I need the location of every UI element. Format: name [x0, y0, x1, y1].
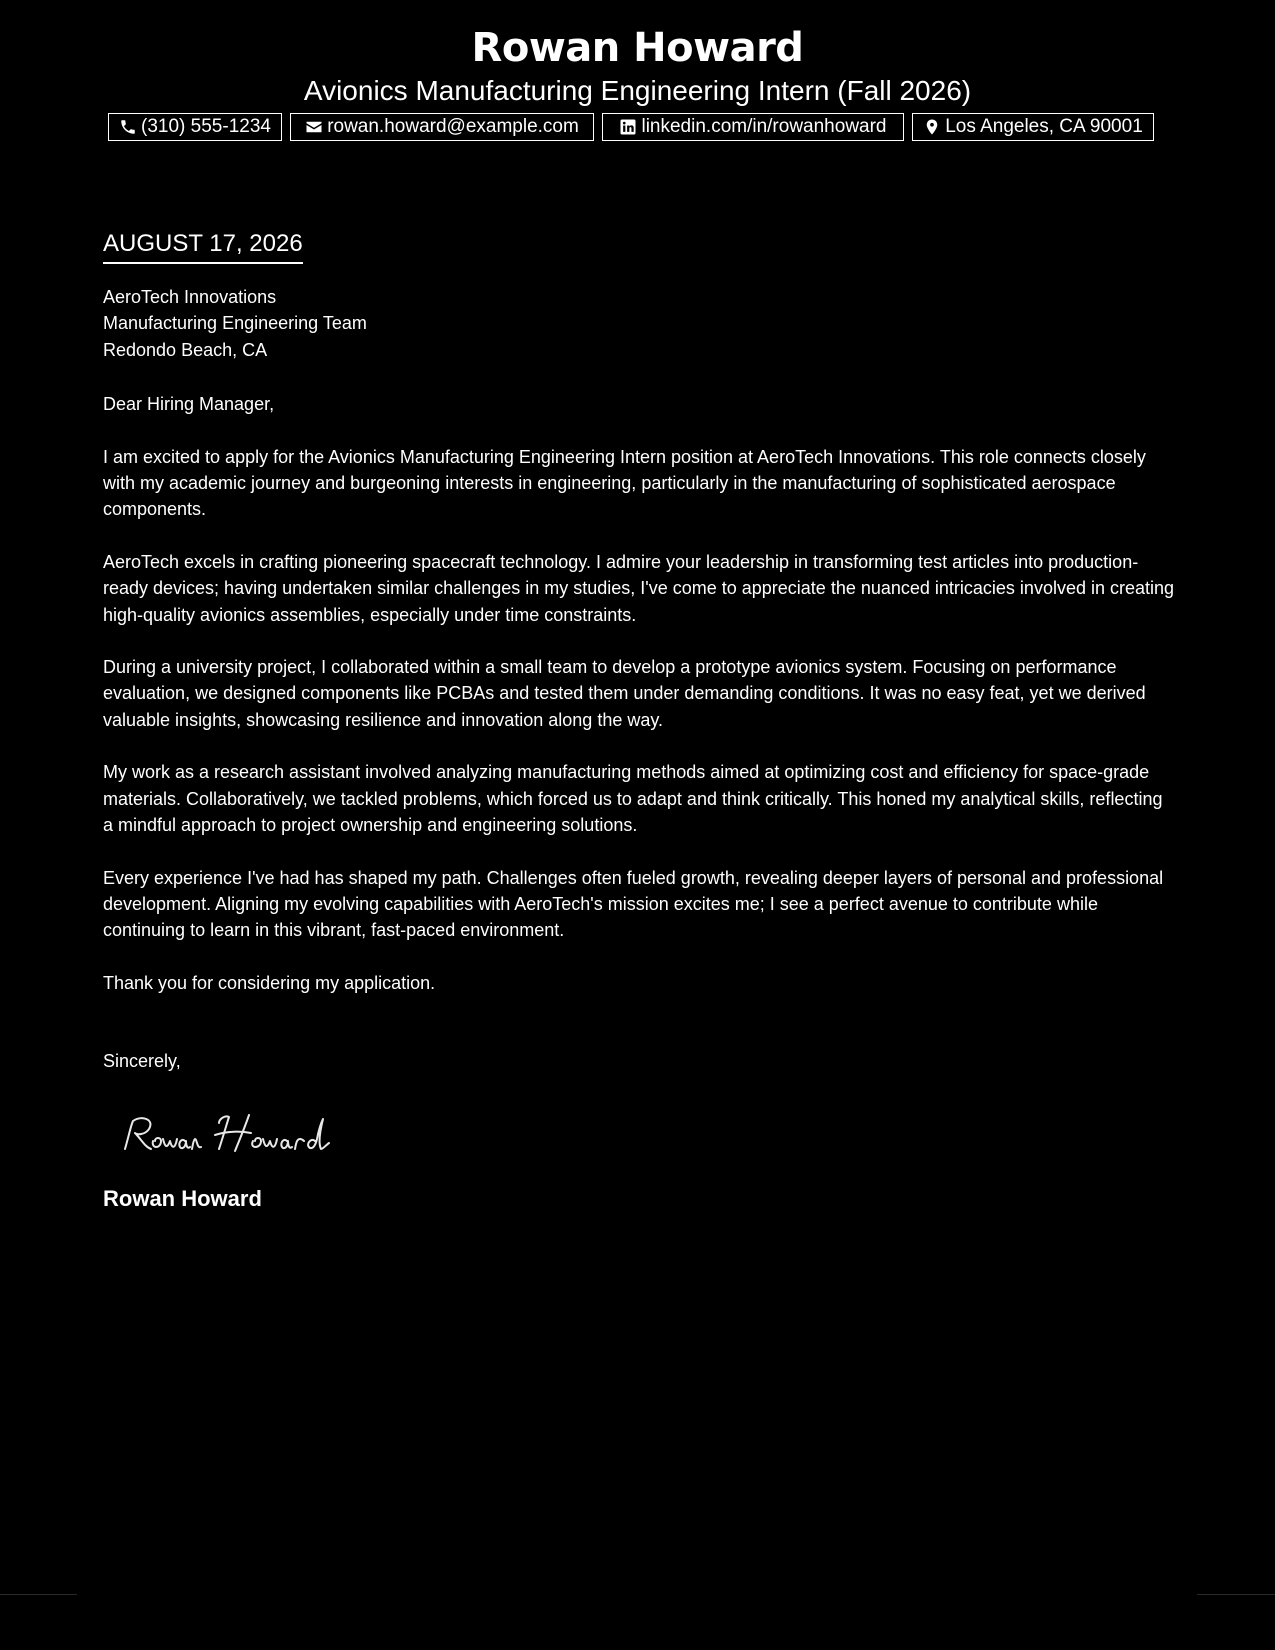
contact-email-text: rowan.howard@example.com [327, 116, 579, 137]
contact-phone[interactable] [108, 113, 282, 141]
recipient-address [103, 284, 1175, 363]
body-paragraph: AeroTech excels in crafting pioneering spacecraft technology. I admire your leadership in transforming test articles into production-ready devices; having undertaken similar challenges in my studies, I've come to appreciate the nuanced intricacies involved in creating high-quality avionics assemblies, especially under time constraints. [103, 551, 1175, 625]
thank-you-line: Thank you for considering my application. [103, 972, 436, 993]
signature-image [115, 1105, 355, 1165]
envelope-icon [305, 118, 323, 136]
body-paragraph: During a university project, I collaborated within a small team to develop a prototype avionics system. Focusing on performance evaluation, we designed components like PCBAs and tested them under demanding conditions. It was no easy feat, yet we derived valuable insights, showcasing resilience and innovation along the way. [103, 657, 1146, 730]
phone-icon [119, 118, 137, 136]
recipient-team: Manufacturing Engineering Team [103, 313, 367, 334]
contact-bar [108, 113, 1154, 141]
contact-location[interactable] [912, 113, 1154, 141]
salutation: Dear Hiring Manager, [103, 394, 275, 415]
recipient-location: Redondo Beach, CA [103, 339, 268, 360]
contact-linkedin-text: linkedin.com/in/rowanhoward [641, 116, 887, 137]
contact-email[interactable] [290, 113, 594, 141]
letter-date: AUGUST 17, 2026 [103, 228, 303, 264]
linkedin-icon [619, 118, 637, 136]
page-corner-rule-left [0, 1594, 77, 1595]
signer-name: Rowan Howard [103, 1185, 262, 1211]
letter-body [103, 228, 1175, 1213]
letter-header [0, 22, 1275, 108]
handwritten-signature [115, 1105, 1175, 1165]
contact-linkedin[interactable] [602, 113, 904, 141]
recipient-company: AeroTech Innovations [103, 287, 277, 307]
body-paragraph: Every experience I've had has shaped my path. Challenges often fueled growth, revealing deeper layers of personal and professional development. Aligning my evolving capabilities with AeroTech's mission excites me; I see a perfect avenue to contribute while continuing to learn in this vibrant, fast-paced environment. [103, 867, 1164, 941]
job-title: Avionics Manufacturing Engineering Intern (Fall 2026) [303, 75, 972, 106]
contact-phone-text: (310) 555-1234 [141, 116, 271, 137]
applicant-name: Rowan Howard [471, 25, 804, 71]
map-pin-icon [923, 118, 941, 136]
body-paragraph: My work as a research assistant involved analyzing manufacturing methods aimed at optimizing cost and efficiency for space-grade materials. Collaboratively, we tackled problems, which forced us to adapt and think critically. This honed my analytical skills, reflecting a mindful approach to project ownership and engineering solutions. [103, 762, 1163, 836]
closing: Sincerely, [103, 1051, 181, 1072]
page-corner-rule-right [1197, 1594, 1275, 1595]
contact-location-text: Los Angeles, CA 90001 [945, 116, 1143, 137]
body-paragraph: I am excited to apply for the Avionics Manufacturing Engineering Intern position at AeroTech Innovations. This role connects closely with my academic journey and burgeoning interests in engineering, particularly in the manufacturing of sophisticated aerospace components. [103, 446, 1146, 520]
